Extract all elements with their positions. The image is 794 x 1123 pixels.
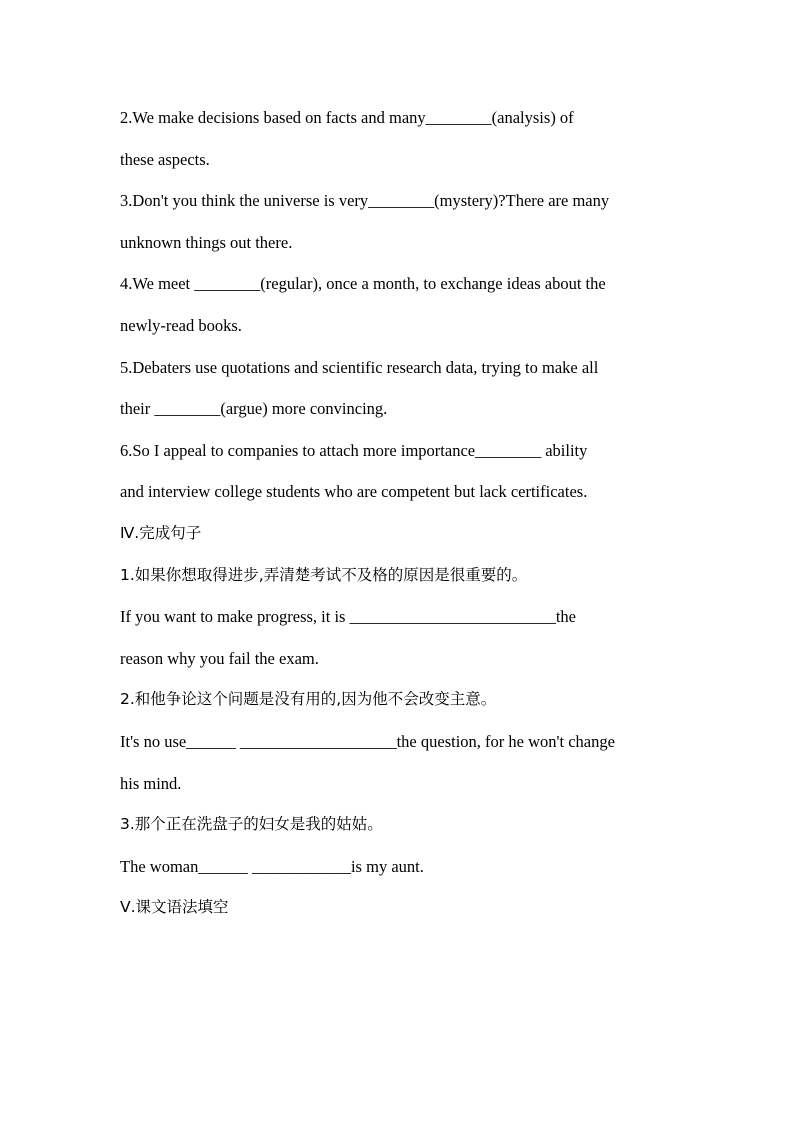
- exercise-2-line-2: these aspects.: [120, 149, 210, 169]
- worksheet-page: [120, 97, 680, 929]
- exercise-6-line-1: 6.So I appeal to companies to attach more importance________ ability: [120, 440, 588, 460]
- section-5-heading: Ⅴ.课文语法填空: [120, 898, 229, 917]
- sentence-3-english-line-1: The woman______ ____________is my aunt.: [120, 856, 424, 876]
- exercise-4-line-2: newly-read books.: [120, 315, 242, 335]
- sentence-1-chinese: 1.如果你想取得进步,弄清楚考试不及格的原因是很重要的。: [120, 565, 528, 584]
- exercise-5-line-2: their ________(argue) more convincing.: [120, 399, 388, 419]
- exercise-3-line-2: unknown things out there.: [120, 232, 293, 252]
- sentence-1-english-line-1: If you want to make progress, it is _________________________the: [120, 607, 576, 627]
- exercise-6-line-2: and interview college students who are competent but lack certificates.: [120, 482, 588, 502]
- sentence-3-chinese: 3.那个正在洗盘子的妇女是我的姑姑。: [120, 815, 383, 834]
- sentence-2-english-line-1: It's no use______ ___________________the question, for he won't change: [120, 731, 615, 751]
- exercise-3-line-1: 3.Don't you think the universe is very________(mystery)?There are many: [120, 191, 610, 211]
- exercise-4-line-1: 4.We meet ________(regular), once a month, to exchange ideas about the: [120, 274, 606, 294]
- sentence-2-english-line-2: his mind.: [120, 773, 182, 793]
- exercise-2-line-1: 2.We make decisions based on facts and many________(analysis) of: [120, 108, 574, 127]
- exercise-5-line-1: 5.Debaters use quotations and scientific research data, trying to make all: [120, 357, 599, 377]
- sentence-1-english-line-2: reason why you fail the exam.: [120, 648, 319, 668]
- sentence-2-chinese: 2.和他争论这个问题是没有用的,因为他不会改变主意。: [120, 690, 497, 709]
- section-4-heading: Ⅳ.完成句子: [120, 523, 202, 542]
